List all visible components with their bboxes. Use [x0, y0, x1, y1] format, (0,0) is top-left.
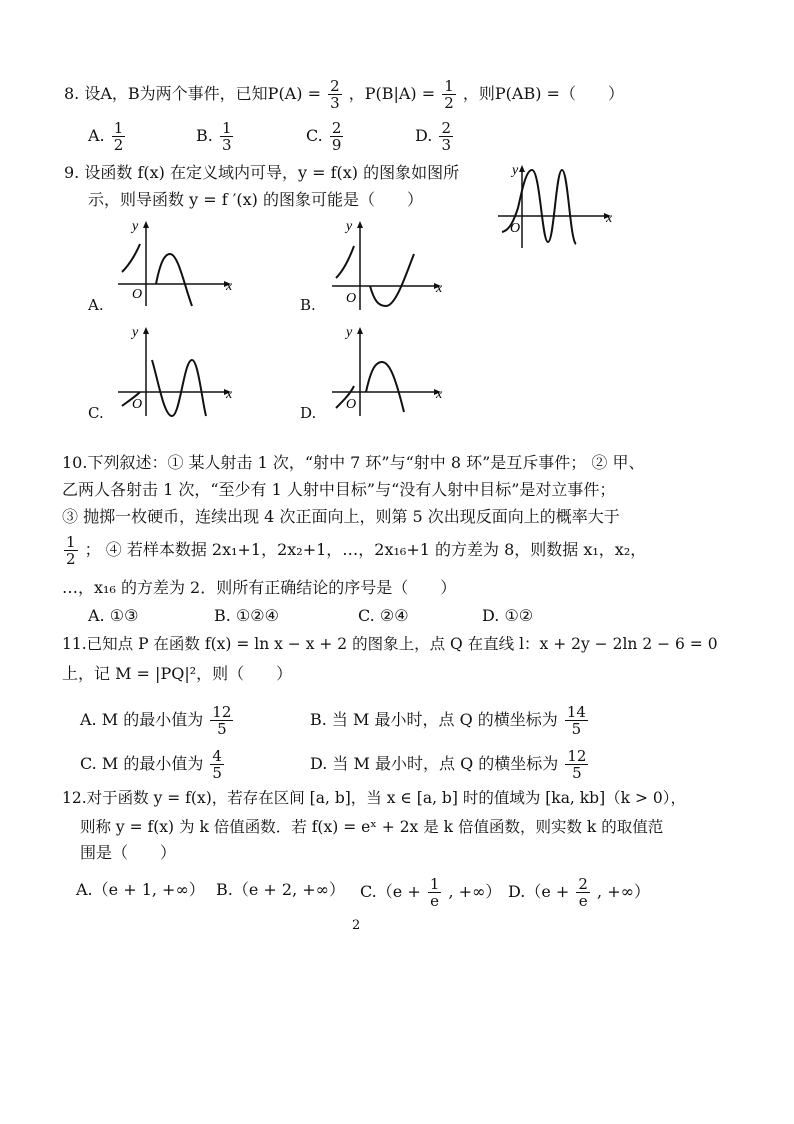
q11-line1: 11.已知点 P 在函数 f(x) = ln x − x + 2 的图象上，点 Q 在直线 l：x + 2y − 2ln 2 − 6 = 0 — [62, 635, 718, 653]
q8-stem-c: ，则P(AB) =（ ） — [462, 84, 624, 103]
svg-text:y: y — [346, 325, 353, 340]
q8-option-a: A. $\frac{1}{2}$ — [88, 119, 124, 154]
q9-line1: 9. 设函数 f(x) 在定义域内可导，y = f(x) 的图象如图所 — [64, 163, 460, 182]
svg-text:x: x — [226, 387, 233, 402]
q8-pa-fraction: $\frac{2}{3}$ — [330, 77, 340, 112]
q9-option-a-label: A. — [88, 296, 104, 314]
q8-option-c: C. $\frac{2}{9}$ — [306, 119, 342, 154]
q9-option-d-label: D. — [300, 404, 317, 422]
svg-text:x: x — [436, 281, 443, 296]
q10-fraction: $\frac{1}{2}$ — [66, 533, 76, 568]
svg-text:x: x — [436, 387, 443, 402]
q12-line3: 围是（ ） — [80, 843, 177, 862]
svg-text:O: O — [132, 287, 143, 302]
q8-stem — [64, 78, 624, 111]
svg-text:O: O — [510, 221, 521, 236]
q11-option-b: B. 当 M 最小时，点 Q 的横坐标为 $\frac{14}{5}$ — [310, 703, 586, 738]
q8-option-d: D. $\frac{2}{3}$ — [415, 119, 451, 154]
q12-option-a: A.（e + 1, +∞） — [76, 880, 205, 899]
q8-stem-b: ，P(B|A) = — [348, 84, 436, 103]
q9-graph-d — [326, 320, 456, 420]
q9-line2: 示，则导函数 y = f ′(x) 的图象可能是（ ） — [88, 190, 423, 209]
svg-text:y: y — [132, 219, 139, 234]
q9-graph-c — [112, 320, 242, 420]
q9-graph-b — [326, 214, 456, 314]
q9-reference-graph — [492, 160, 612, 252]
q9-graph-a — [112, 214, 242, 310]
q8-pba-fraction: $\frac{1}{2}$ — [444, 77, 454, 112]
q11-option-c: C. M 的最小值为 $\frac{4}{5}$ — [80, 747, 222, 782]
q10-option-d: D. ①② — [482, 606, 534, 625]
q10-line5: …，x₁₆ 的方差为 2．则所有正确结论的序号是（ ） — [62, 578, 457, 597]
q10-line3: ③ 抛掷一枚硬币，连续出现 4 次正面向上，则第 5 次出现反面向上的概率大于 — [62, 507, 620, 526]
svg-text:O: O — [132, 397, 143, 412]
q11-option-d: D. 当 M 最小时，点 Q 的横坐标为 $\frac{12}{5}$ — [310, 747, 587, 782]
svg-text:y: y — [346, 219, 353, 234]
q12-line2: 则称 y = f(x) 为 k 倍值函数．若 f(x) = eˣ + 2x 是 k 倍值函数，则实数 k 的取值范 — [80, 818, 664, 836]
q12-option-d: D.（e + $\frac{2}{e}$ , +∞） — [508, 875, 650, 910]
svg-text:O: O — [346, 291, 357, 306]
q10-line4: $\frac{1}{2}$ ； ④ 若样本数据 2x₁+1，2x₂+1，…，2x₁₆+1 的方差为 8，则数据 x₁，x₂， — [66, 533, 647, 568]
svg-text:y: y — [512, 163, 519, 178]
q12-line1: 12.对于函数 y = f(x)，若存在区间 [a, b]，当 x ∈ [a, b] 时的值域为 [ka, kb]（k > 0）， — [62, 789, 686, 807]
svg-text:O: O — [346, 397, 357, 412]
q8-option-b: B. $\frac{1}{3}$ — [196, 119, 232, 154]
q9-option-b-label: B. — [300, 296, 316, 314]
q12-option-c: C.（e + $\frac{1}{e}$ , +∞） — [360, 875, 502, 910]
q10-line2: 乙两人各射击 1 次，“至少有 1 人射中目标”与“没有人射中目标”是对立事件； — [62, 480, 616, 499]
q9-option-c-label: C. — [88, 404, 104, 422]
q11-line2: 上，记 M = |PQ|²，则（ ） — [62, 664, 293, 683]
svg-text:x: x — [226, 279, 233, 294]
q10-option-c: C. ②④ — [358, 606, 409, 625]
page-number: 2 — [352, 918, 361, 933]
q8-stem-a: 设A，B为两个事件，已知P(A) = — [84, 84, 321, 103]
q10-option-a: A. ①③ — [88, 606, 139, 625]
q10-option-b: B. ①②④ — [214, 606, 279, 625]
q8-number: 8. — [64, 84, 80, 103]
svg-text:x: x — [606, 211, 612, 226]
q12-option-b: B.（e + 2, +∞） — [216, 880, 345, 899]
q11-option-a: A. M 的最小值为 $\frac{12}{5}$ — [80, 703, 232, 738]
svg-text:y: y — [132, 325, 139, 340]
q10-line1: 10.下列叙述：① 某人射击 1 次，“射中 7 环”与“射中 8 环”是互斥事件； ② 甲、 — [62, 453, 645, 472]
